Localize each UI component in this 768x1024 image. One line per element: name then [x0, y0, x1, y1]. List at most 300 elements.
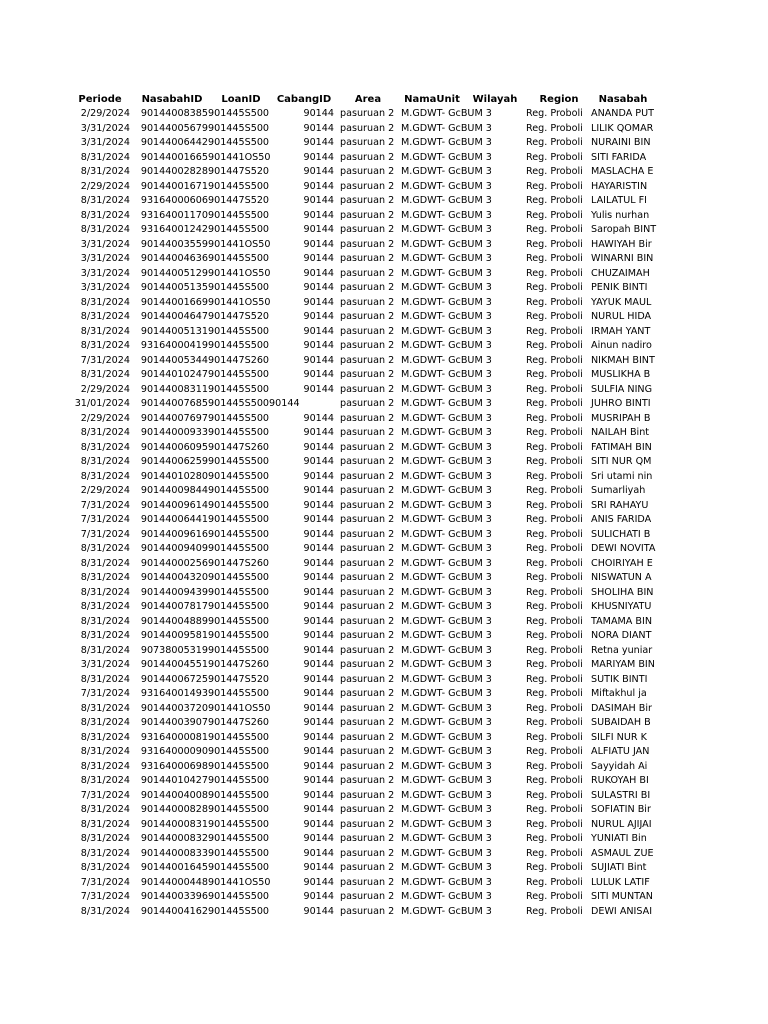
cell-cabang-id[interactable]: 90144: [303, 528, 334, 540]
cell-nasabah[interactable]: LULUK LATIF: [591, 876, 650, 888]
cell-area[interactable]: pasuruan 2: [340, 514, 395, 525]
cell-cabang-id[interactable]: 90144: [303, 180, 334, 192]
cell-cabang-id[interactable]: 90144: [303, 499, 334, 511]
cell-nasabah[interactable]: NISWATUN A: [591, 572, 652, 583]
cell-nama-unit[interactable]: M.GDWT- GcBUM 3: [401, 789, 492, 801]
cell-periode[interactable]: 8/31/2024: [80, 717, 130, 728]
cell-nasabah[interactable]: MASLACHA E: [591, 166, 654, 177]
cell-nasabah-id[interactable]: 90144001669: [140, 296, 208, 308]
cell-nasabah[interactable]: PENIK BINTI: [591, 282, 648, 293]
cell-area[interactable]: pasuruan 2: [340, 572, 395, 583]
cell-region[interactable]: Reg. Proboli: [526, 644, 583, 656]
cell-cabang-id[interactable]: 90144: [303, 441, 334, 453]
cell-area[interactable]: pasuruan 2: [340, 325, 395, 337]
cell-cabang-id[interactable]: 90144: [303, 253, 334, 264]
cell-periode[interactable]: 8/31/2024: [80, 340, 130, 351]
cell-area[interactable]: pasuruan 2: [340, 847, 395, 859]
cell-cabang-id[interactable]: 90144: [303, 847, 334, 859]
cell-region[interactable]: Reg. Proboli: [526, 137, 583, 148]
cell-periode[interactable]: 3/31/2024: [80, 122, 130, 134]
cell-periode[interactable]: 2/29/2024: [80, 412, 130, 424]
cell-loan-id[interactable]: 901445S500: [208, 891, 270, 902]
cell-region[interactable]: Reg. Proboli: [526, 731, 583, 743]
cell-periode[interactable]: 7/31/2024: [80, 876, 130, 888]
cell-nasabah-id[interactable]: 90144000832: [140, 833, 208, 844]
cell-nama-unit[interactable]: M.GDWT- GcBUM 3: [401, 311, 492, 322]
cell-periode[interactable]: 8/31/2024: [80, 804, 130, 815]
cell-loan-id[interactable]: 901445S500: [208, 833, 270, 844]
cell-cabang-id[interactable]: 90144: [303, 195, 334, 206]
header-nasabah-id[interactable]: NasabahID: [141, 94, 203, 105]
cell-region[interactable]: Reg. Proboli: [526, 166, 583, 177]
cell-area[interactable]: pasuruan 2: [340, 499, 395, 511]
cell-nasabah-id[interactable]: 90144004008: [140, 789, 208, 801]
cell-nasabah-id[interactable]: 93164000698: [140, 760, 208, 772]
cell-area[interactable]: pasuruan 2: [340, 891, 395, 902]
cell-region[interactable]: Reg. Proboli: [526, 499, 583, 511]
cell-area[interactable]: pasuruan 2: [340, 804, 395, 815]
cell-area[interactable]: pasuruan 2: [340, 485, 395, 496]
cell-region[interactable]: Reg. Proboli: [526, 470, 583, 482]
cell-nama-unit[interactable]: M.GDWT- GcBUM 3: [401, 746, 492, 757]
cell-nama-unit[interactable]: M.GDWT- GcBUM 3: [401, 108, 492, 119]
cell-region[interactable]: Reg. Proboli: [526, 441, 583, 453]
cell-periode[interactable]: 8/31/2024: [80, 224, 130, 235]
cell-nama-unit[interactable]: M.GDWT- GcBUM 3: [401, 122, 492, 134]
cell-periode[interactable]: 7/31/2024: [80, 354, 130, 366]
cell-region[interactable]: Reg. Proboli: [526, 659, 583, 670]
cell-nasabah-id[interactable]: 90144000256: [140, 557, 208, 569]
cell-region[interactable]: Reg. Proboli: [526, 267, 583, 279]
cell-loan-id[interactable]: 901445S500: [208, 485, 270, 496]
cell-region[interactable]: Reg. Proboli: [526, 340, 583, 351]
cell-periode[interactable]: 2/29/2024: [80, 108, 130, 119]
cell-nama-unit[interactable]: M.GDWT- GcBUM 3: [401, 818, 492, 830]
cell-region[interactable]: Reg. Proboli: [526, 383, 583, 395]
cell-nama-unit[interactable]: M.GDWT- GcBUM 3: [401, 601, 492, 612]
cell-nama-unit[interactable]: M.GDWT- GcBUM 3: [401, 412, 492, 424]
cell-nasabah[interactable]: NURUL AJIJAI: [591, 818, 652, 830]
cell-cabang-id[interactable]: 90144: [303, 543, 334, 554]
cell-nasabah-id[interactable]: 90144000831: [140, 818, 208, 830]
cell-area[interactable]: pasuruan 2: [340, 166, 395, 177]
cell-nama-unit[interactable]: M.GDWT- GcBUM 3: [401, 760, 492, 772]
cell-region[interactable]: Reg. Proboli: [526, 615, 583, 627]
cell-nasabah[interactable]: SUBAIDAH B: [591, 717, 651, 728]
cell-nasabah[interactable]: SITI NUR QM: [591, 456, 652, 467]
cell-loan-id[interactable]: 901447S260: [208, 441, 270, 453]
cell-nama-unit[interactable]: M.GDWT- GcBUM 3: [401, 775, 492, 786]
cell-periode[interactable]: 8/31/2024: [80, 862, 130, 873]
cell-periode[interactable]: 8/31/2024: [80, 630, 130, 641]
cell-nasabah-id[interactable]: 93164001493: [140, 688, 208, 699]
cell-nasabah[interactable]: MUSRIPAH B: [591, 412, 651, 424]
cell-region[interactable]: Reg. Proboli: [526, 108, 583, 119]
cell-nasabah[interactable]: Retna yuniar: [591, 644, 653, 656]
cell-nama-unit[interactable]: M.GDWT- GcBUM 3: [401, 499, 492, 511]
cell-loan-id[interactable]: 901445S500: [208, 383, 270, 395]
cell-region[interactable]: Reg. Proboli: [526, 876, 583, 888]
cell-nasabah[interactable]: DEWI ANISAI: [591, 905, 653, 917]
cell-nasabah-id[interactable]: 90144009844: [140, 485, 208, 496]
cell-periode[interactable]: 8/31/2024: [80, 586, 130, 598]
cell-nama-unit[interactable]: M.GDWT- GcBUM 3: [401, 644, 492, 656]
cell-nasabah-id[interactable]: 90144003559: [140, 238, 208, 250]
cell-loan-id[interactable]: 901445S500: [208, 340, 270, 351]
cell-nasabah[interactable]: SITI MUNTAN: [591, 891, 653, 902]
cell-nasabah-id[interactable]: 90144004551: [140, 659, 208, 670]
cell-loan-id[interactable]: 901445S500: [208, 470, 270, 482]
cell-cabang-id[interactable]: 90144: [303, 862, 334, 873]
cell-area[interactable]: pasuruan 2: [340, 818, 395, 830]
cell-nasabah[interactable]: NAILAH Bint: [591, 427, 650, 438]
header-region[interactable]: Region: [539, 94, 579, 105]
cell-loan-id[interactable]: 901445S500: [208, 615, 270, 627]
cell-periode[interactable]: 8/31/2024: [80, 601, 130, 612]
cell-periode[interactable]: 8/31/2024: [80, 195, 130, 206]
cell-area[interactable]: pasuruan 2: [340, 282, 395, 293]
cell-periode[interactable]: 7/31/2024: [80, 789, 130, 801]
cell-region[interactable]: Reg. Proboli: [526, 833, 583, 844]
cell-area[interactable]: pasuruan 2: [340, 253, 395, 264]
cell-nama-unit[interactable]: M.GDWT- GcBUM 3: [401, 354, 492, 366]
cell-cabang-id[interactable]: 90144: [303, 224, 334, 235]
cell-nasabah[interactable]: HAWIYAH Bir: [591, 238, 652, 250]
cell-cabang-id[interactable]: 90144: [303, 644, 334, 656]
cell-area[interactable]: pasuruan 2: [340, 673, 395, 685]
cell-area[interactable]: pasuruan 2: [340, 644, 395, 656]
cell-nasabah-id[interactable]: 93164000090: [140, 746, 208, 757]
cell-nasabah-id[interactable]: 90144004647: [140, 311, 208, 322]
cell-nama-unit[interactable]: M.GDWT- GcBUM 3: [401, 557, 492, 569]
cell-region[interactable]: Reg. Proboli: [526, 702, 583, 714]
cell-cabang-id[interactable]: 90144: [303, 818, 334, 830]
cell-loan-id[interactable]: 901447S260: [208, 659, 270, 670]
cell-area[interactable]: pasuruan 2: [340, 427, 395, 438]
cell-area[interactable]: pasuruan 2: [340, 702, 395, 714]
cell-nasabah-id[interactable]: 90144004320: [140, 572, 208, 583]
cell-nasabah[interactable]: TAMAMA BIN: [591, 615, 652, 627]
cell-nasabah[interactable]: HAYARISTIN: [591, 180, 648, 192]
cell-loan-id[interactable]: 901445S500: [208, 456, 270, 467]
cell-cabang-id[interactable]: 90144: [303, 296, 334, 308]
cell-periode[interactable]: 8/31/2024: [80, 673, 130, 685]
cell-nama-unit[interactable]: M.GDWT- GcBUM 3: [401, 137, 492, 148]
cell-area[interactable]: pasuruan 2: [340, 137, 395, 148]
cell-cabang-id[interactable]: 90144: [303, 702, 334, 714]
cell-nasabah-id[interactable]: 90144009616: [140, 528, 208, 540]
cell-region[interactable]: Reg. Proboli: [526, 557, 583, 569]
cell-region[interactable]: Reg. Proboli: [526, 282, 583, 293]
cell-region[interactable]: Reg. Proboli: [526, 673, 583, 685]
cell-nasabah-id[interactable]: 90144001645: [140, 862, 208, 873]
cell-nasabah[interactable]: ALFIATU JAN: [591, 746, 650, 757]
cell-cabang-id[interactable]: 90144: [303, 746, 334, 757]
cell-nama-unit[interactable]: M.GDWT- GcBUM 3: [401, 151, 492, 163]
cell-nasabah-id[interactable]: 90144000828: [140, 804, 208, 815]
header-wilayah[interactable]: Wilayah: [472, 94, 518, 105]
cell-nasabah-id[interactable]: 90144007697: [140, 412, 208, 424]
cell-cabang-id[interactable]: 90144: [303, 775, 334, 786]
cell-nasabah-id[interactable]: 90144005135: [140, 282, 208, 293]
cell-nama-unit[interactable]: M.GDWT- GcBUM 3: [401, 470, 492, 482]
cell-cabang-id[interactable]: 90144: [303, 485, 334, 496]
cell-nasabah[interactable]: SUJIATI Bint: [591, 862, 647, 873]
cell-nama-unit[interactable]: M.GDWT- GcBUM 3: [401, 238, 492, 250]
cell-area[interactable]: pasuruan 2: [340, 586, 395, 598]
cell-nasabah[interactable]: SILFI NUR K: [591, 731, 647, 743]
cell-region[interactable]: Reg. Proboli: [526, 325, 583, 337]
cell-cabang-id[interactable]: 90144: [303, 325, 334, 337]
cell-region[interactable]: Reg. Proboli: [526, 760, 583, 772]
cell-region[interactable]: Reg. Proboli: [526, 630, 583, 641]
cell-periode[interactable]: 8/31/2024: [80, 760, 130, 772]
cell-area[interactable]: pasuruan 2: [340, 470, 395, 482]
cell-nama-unit[interactable]: M.GDWT- GcBUM 3: [401, 630, 492, 641]
cell-nasabah-id[interactable]: 93164000419: [140, 340, 208, 351]
cell-nama-unit[interactable]: M.GDWT- GcBUM 3: [401, 876, 492, 888]
cell-nasabah[interactable]: NIKMAH BINT: [591, 354, 655, 366]
cell-cabang-id[interactable]: 90144: [303, 369, 334, 380]
cell-nama-unit[interactable]: M.GDWT- GcBUM 3: [401, 659, 492, 670]
cell-cabang-id[interactable]: 90144: [303, 586, 334, 598]
cell-nasabah-id[interactable]: 90144007685: [140, 398, 208, 409]
cell-periode[interactable]: 8/31/2024: [80, 166, 130, 177]
cell-area[interactable]: pasuruan 2: [340, 862, 395, 873]
cell-periode[interactable]: 8/31/2024: [80, 470, 130, 482]
cell-cabang-id[interactable]: 90144: [303, 833, 334, 844]
cell-cabang-id[interactable]: 90144: [303, 340, 334, 351]
cell-periode[interactable]: 8/31/2024: [80, 905, 130, 917]
cell-nama-unit[interactable]: M.GDWT- GcBUM 3: [401, 485, 492, 496]
cell-periode[interactable]: 31/01/2024: [74, 398, 130, 409]
cell-nasabah[interactable]: CHUZAIMAH: [591, 267, 650, 279]
cell-area[interactable]: pasuruan 2: [340, 688, 395, 699]
cell-nasabah[interactable]: KHUSNIYATU: [591, 601, 652, 612]
cell-region[interactable]: Reg. Proboli: [526, 528, 583, 540]
cell-nasabah[interactable]: Miftakhul ja: [591, 688, 647, 699]
cell-area[interactable]: pasuruan 2: [340, 630, 395, 641]
cell-periode[interactable]: 7/31/2024: [80, 499, 130, 511]
cell-loan-id[interactable]: 901445S500: [208, 862, 270, 873]
cell-nasabah-id[interactable]: 90144010247: [140, 369, 208, 380]
cell-region[interactable]: Reg. Proboli: [526, 209, 583, 221]
cell-loan-id[interactable]: 901445S500: [208, 543, 270, 554]
cell-region[interactable]: Reg. Proboli: [526, 862, 583, 873]
cell-periode[interactable]: 8/31/2024: [80, 731, 130, 743]
cell-nasabah-id[interactable]: 90144010280: [140, 470, 208, 482]
cell-periode[interactable]: 8/31/2024: [80, 615, 130, 627]
cell-periode[interactable]: 8/31/2024: [80, 325, 130, 337]
cell-cabang-id[interactable]: 90144: [303, 137, 334, 148]
cell-region[interactable]: Reg. Proboli: [526, 717, 583, 728]
cell-nasabah[interactable]: Sri utami nin: [591, 470, 653, 482]
cell-area[interactable]: pasuruan 2: [340, 528, 395, 540]
cell-nasabah-id[interactable]: 90144005131: [140, 325, 208, 337]
cell-nama-unit[interactable]: M.GDWT- GcBUM 3: [401, 717, 492, 728]
cell-loan-id[interactable]: 901441OS50: [208, 702, 271, 714]
cell-region[interactable]: Reg. Proboli: [526, 398, 583, 409]
cell-nama-unit[interactable]: M.GDWT- GcBUM 3: [401, 586, 492, 598]
cell-loan-id[interactable]: 901445S500: [208, 775, 270, 786]
cell-area[interactable]: pasuruan 2: [340, 456, 395, 467]
cell-region[interactable]: Reg. Proboli: [526, 311, 583, 322]
cell-nama-unit[interactable]: M.GDWT- GcBUM 3: [401, 325, 492, 337]
cell-cabang-id[interactable]: 90144: [303, 876, 334, 888]
cell-periode[interactable]: 7/31/2024: [80, 891, 130, 902]
cell-loan-id[interactable]: 901447S260: [208, 717, 270, 728]
cell-cabang-id[interactable]: 90144: [303, 659, 334, 670]
cell-cabang-id[interactable]: 90144: [303, 427, 334, 438]
cell-periode[interactable]: 3/31/2024: [80, 659, 130, 670]
cell-loan-id[interactable]: 901445S500: [208, 905, 270, 917]
cell-loan-id[interactable]: 901445S500: [208, 789, 270, 801]
cell-loan-id[interactable]: 901445S500: [208, 209, 270, 221]
cell-area[interactable]: pasuruan 2: [340, 775, 395, 786]
cell-periode[interactable]: 8/31/2024: [80, 775, 130, 786]
cell-area[interactable]: pasuruan 2: [340, 180, 395, 192]
cell-loan-id[interactable]: 901441OS50: [208, 238, 271, 250]
cell-nasabah[interactable]: YAYUK MAUL: [591, 296, 652, 308]
cell-nasabah-id[interactable]: 90144008311: [140, 383, 208, 395]
cell-nasabah[interactable]: NURUL HIDA: [591, 311, 652, 322]
cell-nasabah[interactable]: NORA DIANT: [591, 630, 652, 641]
cell-region[interactable]: Reg. Proboli: [526, 122, 583, 134]
cell-cabang-id[interactable]: 90144: [303, 383, 334, 395]
cell-nasabah-id[interactable]: 90144006441: [140, 514, 208, 525]
cell-nasabah-id[interactable]: 90144005129: [140, 267, 208, 279]
cell-nasabah[interactable]: DEWI NOVITA: [591, 543, 656, 554]
cell-nasabah-id[interactable]: 90144006095: [140, 441, 208, 453]
cell-loan-id[interactable]: 901445S50090144: [208, 398, 300, 409]
cell-loan-id[interactable]: 901445S500: [208, 804, 270, 815]
cell-periode[interactable]: 8/31/2024: [80, 209, 130, 221]
cell-nasabah-id[interactable]: 93164001242: [140, 224, 208, 235]
cell-region[interactable]: Reg. Proboli: [526, 151, 583, 163]
cell-loan-id[interactable]: 901445S500: [208, 572, 270, 583]
cell-nasabah-id[interactable]: 93164001170: [140, 209, 208, 221]
cell-nasabah-id[interactable]: 90144000933: [140, 427, 208, 438]
cell-region[interactable]: Reg. Proboli: [526, 891, 583, 902]
cell-periode[interactable]: 8/31/2024: [80, 847, 130, 859]
header-cabang-id[interactable]: CabangID: [276, 94, 332, 105]
cell-nasabah[interactable]: SULASTRI BI: [591, 789, 651, 801]
cell-cabang-id[interactable]: 90144: [303, 760, 334, 772]
cell-nasabah-id[interactable]: 90144001671: [140, 180, 208, 192]
cell-region[interactable]: Reg. Proboli: [526, 586, 583, 598]
cell-nasabah-id[interactable]: 90144003720: [140, 702, 208, 714]
cell-cabang-id[interactable]: 90144: [303, 108, 334, 119]
cell-nasabah-id[interactable]: 90144005344: [140, 354, 208, 366]
cell-loan-id[interactable]: 901445S500: [208, 514, 270, 525]
cell-cabang-id[interactable]: 90144: [303, 122, 334, 134]
cell-loan-id[interactable]: 901445S500: [208, 412, 270, 424]
cell-region[interactable]: Reg. Proboli: [526, 601, 583, 612]
cell-nama-unit[interactable]: M.GDWT- GcBUM 3: [401, 282, 492, 293]
cell-nama-unit[interactable]: M.GDWT- GcBUM 3: [401, 209, 492, 221]
cell-region[interactable]: Reg. Proboli: [526, 224, 583, 235]
cell-region[interactable]: Reg. Proboli: [526, 369, 583, 380]
cell-loan-id[interactable]: 901441OS50: [208, 267, 271, 279]
cell-cabang-id[interactable]: 90144: [303, 673, 334, 685]
cell-loan-id[interactable]: 901445S500: [208, 847, 270, 859]
cell-region[interactable]: Reg. Proboli: [526, 746, 583, 757]
cell-cabang-id[interactable]: 90144: [303, 151, 334, 163]
cell-nama-unit[interactable]: M.GDWT- GcBUM 3: [401, 383, 492, 395]
cell-nama-unit[interactable]: M.GDWT- GcBUM 3: [401, 528, 492, 540]
cell-nama-unit[interactable]: M.GDWT- GcBUM 3: [401, 296, 492, 308]
cell-nasabah-id[interactable]: 90144009581: [140, 630, 208, 641]
cell-area[interactable]: pasuruan 2: [340, 833, 395, 844]
cell-periode[interactable]: 2/29/2024: [80, 485, 130, 496]
cell-nasabah[interactable]: NURAINI BIN: [591, 137, 651, 148]
cell-periode[interactable]: 2/29/2024: [80, 383, 130, 395]
cell-loan-id[interactable]: 901441OS50: [208, 876, 271, 888]
cell-nasabah-id[interactable]: 90738005319: [140, 644, 208, 656]
cell-region[interactable]: Reg. Proboli: [526, 180, 583, 192]
cell-nasabah-id[interactable]: 90144009409: [140, 543, 208, 554]
cell-region[interactable]: Reg. Proboli: [526, 543, 583, 554]
cell-nasabah-id[interactable]: 90144000448: [140, 876, 208, 888]
cell-loan-id[interactable]: 901445S500: [208, 528, 270, 540]
cell-loan-id[interactable]: 901445S500: [208, 586, 270, 598]
cell-periode[interactable]: 7/31/2024: [80, 528, 130, 540]
cell-periode[interactable]: 8/31/2024: [80, 441, 130, 453]
cell-loan-id[interactable]: 901445S500: [208, 369, 270, 380]
cell-nama-unit[interactable]: M.GDWT- GcBUM 3: [401, 572, 492, 583]
cell-cabang-id[interactable]: 90144: [303, 789, 334, 801]
cell-nasabah[interactable]: WINARNI BIN: [591, 253, 654, 264]
cell-cabang-id[interactable]: 90144: [303, 731, 334, 743]
cell-nama-unit[interactable]: M.GDWT- GcBUM 3: [401, 253, 492, 264]
cell-nama-unit[interactable]: M.GDWT- GcBUM 3: [401, 862, 492, 873]
cell-periode[interactable]: 8/31/2024: [80, 557, 130, 569]
cell-periode[interactable]: 3/31/2024: [80, 137, 130, 148]
cell-area[interactable]: pasuruan 2: [340, 615, 395, 627]
cell-nasabah-id[interactable]: 90144004162: [140, 905, 208, 917]
cell-periode[interactable]: 8/31/2024: [80, 311, 130, 322]
cell-nasabah-id[interactable]: 90144003396: [140, 891, 208, 902]
cell-loan-id[interactable]: 901445S500: [208, 108, 270, 119]
cell-area[interactable]: pasuruan 2: [340, 369, 395, 380]
cell-loan-id[interactable]: 901447S520: [208, 311, 270, 322]
cell-region[interactable]: Reg. Proboli: [526, 354, 583, 366]
header-loan-id[interactable]: LoanID: [221, 94, 261, 105]
cell-area[interactable]: pasuruan 2: [340, 267, 395, 279]
cell-nasabah[interactable]: SITI FARIDA: [591, 151, 647, 163]
cell-area[interactable]: pasuruan 2: [340, 383, 395, 395]
cell-region[interactable]: Reg. Proboli: [526, 514, 583, 525]
cell-area[interactable]: pasuruan 2: [340, 876, 395, 888]
cell-cabang-id[interactable]: 90144: [303, 412, 334, 424]
cell-cabang-id[interactable]: 90144: [303, 688, 334, 699]
cell-loan-id[interactable]: 901447S520: [208, 673, 270, 685]
cell-loan-id[interactable]: 901445S500: [208, 644, 270, 656]
cell-periode[interactable]: 8/31/2024: [80, 151, 130, 163]
cell-nama-unit[interactable]: M.GDWT- GcBUM 3: [401, 441, 492, 453]
cell-region[interactable]: Reg. Proboli: [526, 253, 583, 264]
header-nama-unit[interactable]: NamaUnit: [404, 94, 460, 105]
cell-nama-unit[interactable]: M.GDWT- GcBUM 3: [401, 673, 492, 685]
header-area[interactable]: Area: [354, 94, 382, 105]
cell-nasabah-id[interactable]: 93164000081: [140, 731, 208, 743]
cell-area[interactable]: pasuruan 2: [340, 311, 395, 322]
cell-periode[interactable]: 3/31/2024: [80, 282, 130, 293]
header-periode[interactable]: Periode: [78, 94, 122, 105]
cell-area[interactable]: pasuruan 2: [340, 296, 395, 308]
cell-cabang-id[interactable]: 90144: [303, 470, 334, 482]
cell-nasabah[interactable]: Sumarliyah: [591, 485, 646, 496]
